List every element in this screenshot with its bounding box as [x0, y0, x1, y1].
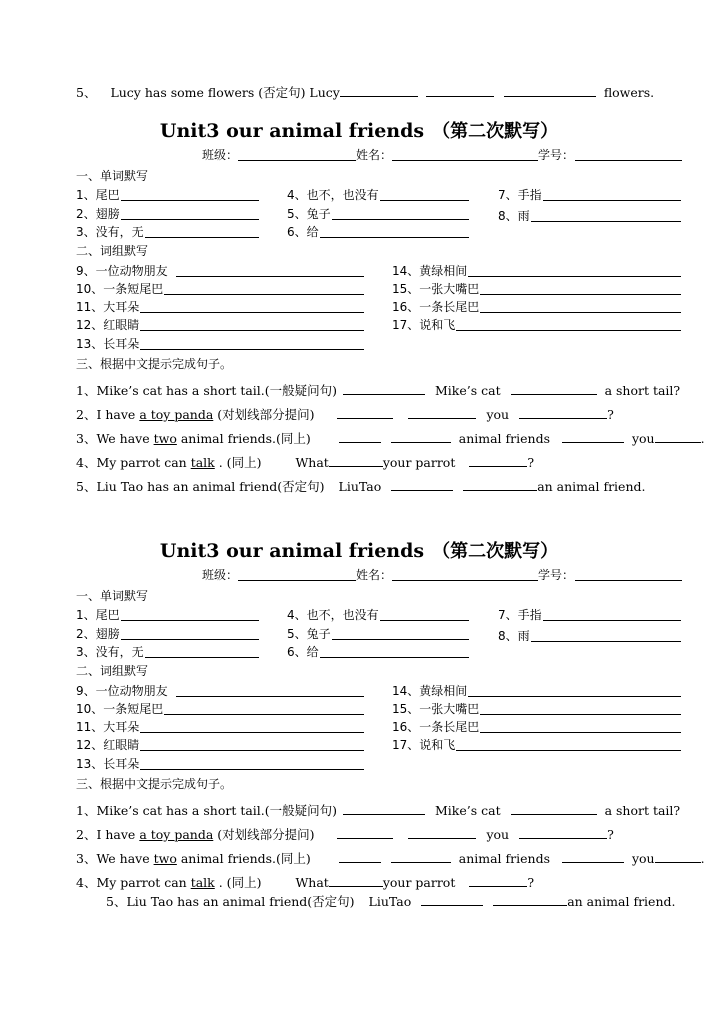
answer-blank[interactable]	[337, 826, 393, 839]
answer-blank[interactable]	[176, 684, 364, 697]
title-english: Unit3 our animal friends	[159, 120, 425, 142]
sentence-end: ?	[607, 827, 614, 842]
phrase-item	[76, 282, 364, 295]
word-label: 7、手指	[498, 608, 542, 622]
sentence-mid: Mike’s cat	[434, 803, 501, 818]
answer-blank[interactable]	[511, 802, 597, 815]
answer-blank[interactable]	[140, 318, 364, 331]
answer-blank[interactable]	[480, 720, 681, 733]
phrase-item	[392, 720, 681, 733]
top-item-num: 5、	[76, 85, 97, 100]
word-label: 6、给	[287, 645, 319, 659]
answer-blank[interactable]	[468, 684, 681, 697]
sentence-w1: What	[295, 455, 329, 470]
answer-blank[interactable]	[140, 300, 364, 313]
phrase-item	[392, 702, 681, 715]
word-label: 5、兔子	[287, 627, 331, 641]
answer-blank[interactable]	[164, 702, 364, 715]
word-label: 2、翅膀	[76, 207, 120, 221]
answer-blank[interactable]	[121, 627, 259, 640]
sentence-2	[76, 826, 614, 842]
phrase-item	[76, 337, 364, 350]
sentence-4	[76, 454, 534, 470]
id-label: 学号：	[538, 148, 575, 162]
sentence-dot: .	[700, 431, 705, 446]
answer-blank[interactable]	[332, 207, 469, 220]
sentence-num: 1、	[76, 803, 97, 818]
word-label: 8、雨	[498, 629, 530, 643]
answer-blank[interactable]	[340, 84, 418, 97]
section-title	[0, 122, 718, 141]
answer-blank[interactable]	[426, 84, 494, 97]
phrase-item	[392, 684, 681, 697]
underlined-word: a toy panda	[139, 827, 214, 842]
sentence-mid: you	[486, 827, 510, 842]
sentence-num: 4、	[76, 455, 97, 470]
sentence-mid: animal friends	[458, 851, 550, 866]
word-label: 4、也不，也没有	[287, 608, 379, 622]
answer-blank[interactable]	[655, 430, 701, 443]
sentence-end: a short tail?	[604, 383, 681, 398]
answer-blank[interactable]	[176, 264, 364, 277]
id-field[interactable]	[575, 148, 682, 161]
sentence-post: animal friends.(同上)	[176, 431, 311, 446]
sentence-4	[76, 874, 534, 890]
underlined-word: two	[153, 851, 177, 866]
phrase-label: 14、黄绿相间	[392, 264, 468, 278]
sentence-end: you	[631, 851, 655, 866]
sentence-num: 5、	[106, 894, 127, 909]
word-item	[287, 645, 469, 658]
sentence-post: animal friends.(同上)	[176, 851, 311, 866]
answer-blank[interactable]	[329, 874, 383, 887]
answer-blank[interactable]	[164, 282, 364, 295]
phrase-item	[76, 738, 364, 751]
answer-blank[interactable]	[456, 738, 681, 751]
answer-blank[interactable]	[468, 264, 681, 277]
answer-blank[interactable]	[140, 720, 364, 733]
id-field[interactable]	[575, 568, 682, 581]
answer-blank[interactable]	[391, 430, 451, 443]
word-label: 7、手指	[498, 188, 542, 202]
word-label: 8、雨	[498, 209, 530, 223]
word-label: 1、尾巴	[76, 608, 120, 622]
phrase-label: 12、红眼睛	[76, 738, 140, 752]
sentence-end: ?	[607, 407, 614, 422]
sentence-num: 3、	[76, 851, 97, 866]
phrase-label: 16、一条长尾巴	[392, 720, 480, 734]
phrase-item	[392, 264, 681, 277]
phrase-label: 15、一张大嘴巴	[392, 702, 480, 716]
answer-blank[interactable]	[408, 826, 476, 839]
class-label: 班级：	[202, 148, 239, 162]
answer-blank[interactable]	[543, 608, 681, 621]
phrase-label: 9、一位动物朋友	[76, 684, 168, 698]
sentence-num: 2、	[76, 407, 97, 422]
sentence-pre: My parrot can	[96, 875, 191, 890]
answer-blank[interactable]	[531, 629, 681, 642]
class-field[interactable]	[238, 148, 356, 161]
sentence-mid: animal friends	[458, 431, 550, 446]
phrase-label: 16、一条长尾巴	[392, 300, 480, 314]
sentence-num: 4、	[76, 875, 97, 890]
answer-blank[interactable]	[320, 225, 469, 238]
phrase-label: 11、大耳朵	[76, 300, 140, 314]
answer-blank[interactable]	[391, 850, 451, 863]
phrase-item	[392, 318, 681, 331]
sentence-pre: We have	[96, 851, 154, 866]
class-field[interactable]	[238, 568, 356, 581]
student-info-row	[202, 568, 682, 581]
sentence-end: a short tail?	[604, 803, 681, 818]
answer-blank[interactable]	[531, 209, 681, 222]
sentence-1	[76, 382, 680, 398]
sentence-end: ?	[527, 875, 535, 890]
sentence-num: 1、	[76, 383, 97, 398]
sentence-3	[76, 430, 705, 446]
word-item	[498, 188, 681, 201]
answer-blank[interactable]	[562, 430, 624, 443]
section-title	[0, 542, 718, 561]
sentence-pre: My parrot can	[96, 455, 191, 470]
sentence-num: 2、	[76, 827, 97, 842]
sentence-post: . (同上)	[214, 455, 262, 470]
sentence-end: you	[631, 431, 655, 446]
answer-blank[interactable]	[337, 406, 393, 419]
sentence-2	[76, 406, 614, 422]
answer-blank[interactable]	[469, 454, 527, 467]
answer-blank[interactable]	[408, 406, 476, 419]
answer-blank[interactable]	[562, 850, 624, 863]
part1-heading: 一、单词默写	[76, 589, 149, 603]
top-item-prefix: Lucy has some flowers (否定句) Lucy	[110, 85, 340, 100]
answer-blank[interactable]	[480, 300, 681, 313]
word-item	[498, 209, 681, 222]
answer-blank[interactable]	[380, 188, 469, 201]
answer-blank[interactable]	[519, 406, 607, 419]
sentence-num: 3、	[76, 431, 97, 446]
phrase-label: 10、一条短尾巴	[76, 282, 164, 296]
answer-blank[interactable]	[140, 757, 364, 770]
phrase-label: 17、说和飞	[392, 318, 456, 332]
answer-blank[interactable]	[469, 874, 527, 887]
sentence-text: Liu Tao has an animal friend(否定句)	[126, 894, 355, 909]
name-label: 姓名：	[356, 568, 393, 582]
phrase-label: 13、长耳朵	[76, 337, 140, 351]
answer-blank[interactable]	[480, 702, 681, 715]
answer-blank[interactable]	[339, 850, 381, 863]
part3-heading: 三、根据中文提示完成句子。	[76, 357, 233, 371]
word-item	[287, 608, 469, 621]
sentence-post: . (同上)	[214, 875, 262, 890]
phrase-label: 9、一位动物朋友	[76, 264, 168, 278]
phrase-label: 13、长耳朵	[76, 757, 140, 771]
phrase-item	[392, 738, 681, 751]
answer-blank[interactable]	[332, 627, 469, 640]
sentence-end: an animal friend.	[537, 479, 646, 494]
answer-blank[interactable]	[140, 337, 364, 350]
title-english: Unit3 our animal friends	[159, 540, 425, 562]
sentence-post: (对划线部分提问)	[213, 827, 315, 842]
sentence-end: an animal friend.	[567, 894, 676, 909]
answer-blank[interactable]	[329, 454, 383, 467]
phrase-item	[392, 282, 681, 295]
sentence-5	[76, 478, 645, 494]
sentence-3	[76, 850, 705, 866]
answer-blank[interactable]	[380, 608, 469, 621]
title-chinese: （第二次默写）	[432, 121, 559, 142]
word-item	[287, 207, 469, 220]
answer-blank[interactable]	[145, 645, 259, 658]
phrase-item	[76, 684, 364, 697]
top-item-suffix: flowers.	[603, 85, 655, 100]
sentence-text: Mike’s cat has a short tail.(一般疑问句)	[96, 383, 338, 398]
answer-blank[interactable]	[480, 282, 681, 295]
word-item	[76, 608, 259, 621]
name-field[interactable]	[392, 568, 538, 581]
word-label: 5、兔子	[287, 207, 331, 221]
word-item	[498, 608, 681, 621]
top-item	[76, 84, 654, 100]
word-item	[287, 188, 469, 201]
answer-blank[interactable]	[463, 478, 537, 491]
phrase-item	[76, 757, 364, 770]
sentence-pre: I have	[96, 407, 140, 422]
answer-blank[interactable]	[543, 188, 681, 201]
phrase-label: 11、大耳朵	[76, 720, 140, 734]
phrase-item	[76, 300, 364, 313]
underlined-word: a toy panda	[139, 407, 214, 422]
word-item	[76, 207, 259, 220]
answer-blank[interactable]	[504, 84, 596, 97]
word-item	[76, 627, 259, 640]
sentence-5	[106, 893, 675, 909]
sentence-pre: I have	[96, 827, 140, 842]
answer-blank[interactable]	[320, 645, 469, 658]
word-item	[76, 188, 259, 201]
word-item	[76, 225, 259, 238]
class-label: 班级：	[202, 568, 239, 582]
underlined-word: talk	[190, 455, 215, 470]
word-item	[287, 627, 469, 640]
answer-blank[interactable]	[511, 382, 597, 395]
answer-blank[interactable]	[519, 826, 607, 839]
phrase-item	[76, 720, 364, 733]
sentence-who: LiuTao	[368, 894, 412, 909]
answer-blank[interactable]	[421, 893, 483, 906]
word-label: 6、给	[287, 225, 319, 239]
word-label: 3、没有，无	[76, 225, 144, 239]
sentence-w1: What	[295, 875, 329, 890]
sentence-end: ?	[527, 455, 535, 470]
answer-blank[interactable]	[456, 318, 681, 331]
answer-blank[interactable]	[121, 608, 259, 621]
answer-blank[interactable]	[391, 478, 453, 491]
sentence-text: Liu Tao has an animal friend(否定句)	[96, 479, 325, 494]
part3-heading: 三、根据中文提示完成句子。	[76, 777, 233, 791]
answer-blank[interactable]	[493, 893, 567, 906]
phrase-item	[392, 300, 681, 313]
phrase-label: 10、一条短尾巴	[76, 702, 164, 716]
sentence-post: (对划线部分提问)	[213, 407, 315, 422]
phrase-label: 12、红眼睛	[76, 318, 140, 332]
sentence-who: LiuTao	[338, 479, 382, 494]
phrase-item	[76, 318, 364, 331]
answer-blank[interactable]	[339, 430, 381, 443]
id-label: 学号：	[538, 568, 575, 582]
name-label: 姓名：	[356, 148, 393, 162]
word-label: 2、翅膀	[76, 627, 120, 641]
part2-heading: 二、词组默写	[76, 244, 149, 258]
part2-heading: 二、词组默写	[76, 664, 149, 678]
student-info-row	[202, 148, 682, 161]
sentence-mid: you	[486, 407, 510, 422]
answer-blank[interactable]	[121, 188, 259, 201]
name-field[interactable]	[392, 148, 538, 161]
word-label: 4、也不，也没有	[287, 188, 379, 202]
word-item	[498, 629, 681, 642]
word-item	[287, 225, 469, 238]
answer-blank[interactable]	[343, 802, 425, 815]
word-label: 1、尾巴	[76, 188, 120, 202]
sentence-pre: We have	[96, 431, 154, 446]
answer-blank[interactable]	[121, 207, 259, 220]
answer-blank[interactable]	[655, 850, 701, 863]
title-chinese: （第二次默写）	[432, 541, 559, 562]
sentence-mid: Mike’s cat	[434, 383, 501, 398]
answer-blank[interactable]	[140, 738, 364, 751]
sentence-num: 5、	[76, 479, 97, 494]
phrase-label: 15、一张大嘴巴	[392, 282, 480, 296]
sentence-dot: .	[700, 851, 705, 866]
sentence-text: Mike’s cat has a short tail.(一般疑问句)	[96, 803, 338, 818]
phrase-label: 17、说和飞	[392, 738, 456, 752]
phrase-item	[76, 702, 364, 715]
part1-heading: 一、单词默写	[76, 169, 149, 183]
sentence-w2: your parrot	[382, 875, 456, 890]
underlined-word: two	[153, 431, 177, 446]
word-item	[76, 645, 259, 658]
phrase-label: 14、黄绿相间	[392, 684, 468, 698]
phrase-item	[76, 264, 364, 277]
sentence-1	[76, 802, 680, 818]
word-label: 3、没有，无	[76, 645, 144, 659]
sentence-w2: your parrot	[382, 455, 456, 470]
underlined-word: talk	[190, 875, 215, 890]
answer-blank[interactable]	[145, 225, 259, 238]
answer-blank[interactable]	[343, 382, 425, 395]
